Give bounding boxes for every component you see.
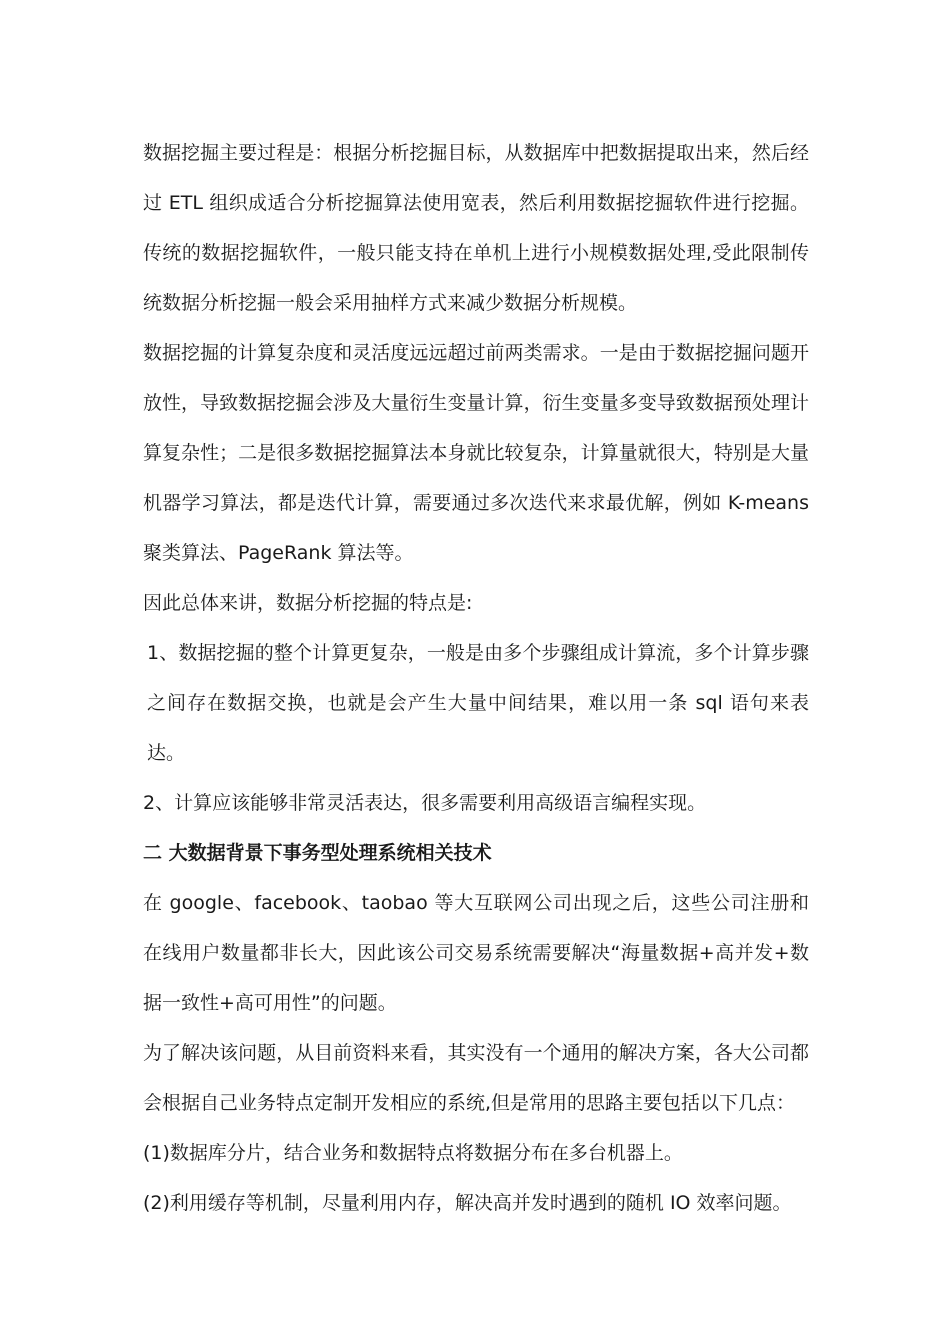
- paragraph-complexity: 数据挖掘的计算复杂度和灵活度远远超过前两类需求。一是由于数据挖掘问题开放性，导致数据挖掘会涉及大量衍生变量计算，衍生变量多变导致数据预处理计算复杂性；二是很多数据挖掘算法本身就比较复杂，计算量就很大，特别是大量机器学习算法，都是迭代计算，需要通过多次迭代来求最优解，例如 K-means 聚类算法、PageRank 算法等。: [143, 342, 809, 564]
- paragraph-internet-companies: 在 google、facebook、taobao 等大互联网公司出现之后，这些公司注册和在线用户数量都非长大，因此该公司交易系统需要解决“海量数据+高并发+数据一致性+高可用性”的问题。: [143, 892, 809, 1014]
- list-item-2: 2、计算应该能够非常灵活表达，很多需要利用高级语言编程实现。: [143, 792, 707, 814]
- list-item-caching: (2)利用缓存等机制，尽量利用内存，解决高并发时遇到的随机 IO 效率问题。: [143, 1192, 792, 1214]
- paragraph-etl-process: 数据挖掘主要过程是：根据分析挖掘目标，从数据库中把数据提取出来，然后经过 ETL 组织成适合分析挖掘算法使用宽表，然后利用数据挖掘软件进行挖掘。传统的数据挖掘软件，一般只能支持在单机上进行小规模数据处理,受此限制传统数据分析挖掘一般会采用抽样方式来减少数据分析规模。: [143, 142, 809, 314]
- list-item-1: 1、数据挖掘的整个计算更复杂，一般是由多个步骤组成计算流，多个计算步骤之间存在数据交换，也就是会产生大量中间结果，难以用一条 sql 语句来表达。: [147, 642, 809, 764]
- paragraph-solutions-intro: 为了解决该问题，从目前资料来看，其实没有一个通用的解决方案，各大公司都会根据自己业务特点定制开发相应的系统,但是常用的思路主要包括以下几点：: [143, 1042, 809, 1114]
- document-body: [143, 128, 809, 1228]
- list-item-sharding: (1)数据库分片，结合业务和数据特点将数据分布在多台机器上。: [143, 1142, 683, 1164]
- paragraph-summary-intro: 因此总体来讲，数据分析挖掘的特点是:: [143, 592, 473, 614]
- section-heading: 二 大数据背景下事务型处理系统相关技术: [143, 842, 492, 864]
